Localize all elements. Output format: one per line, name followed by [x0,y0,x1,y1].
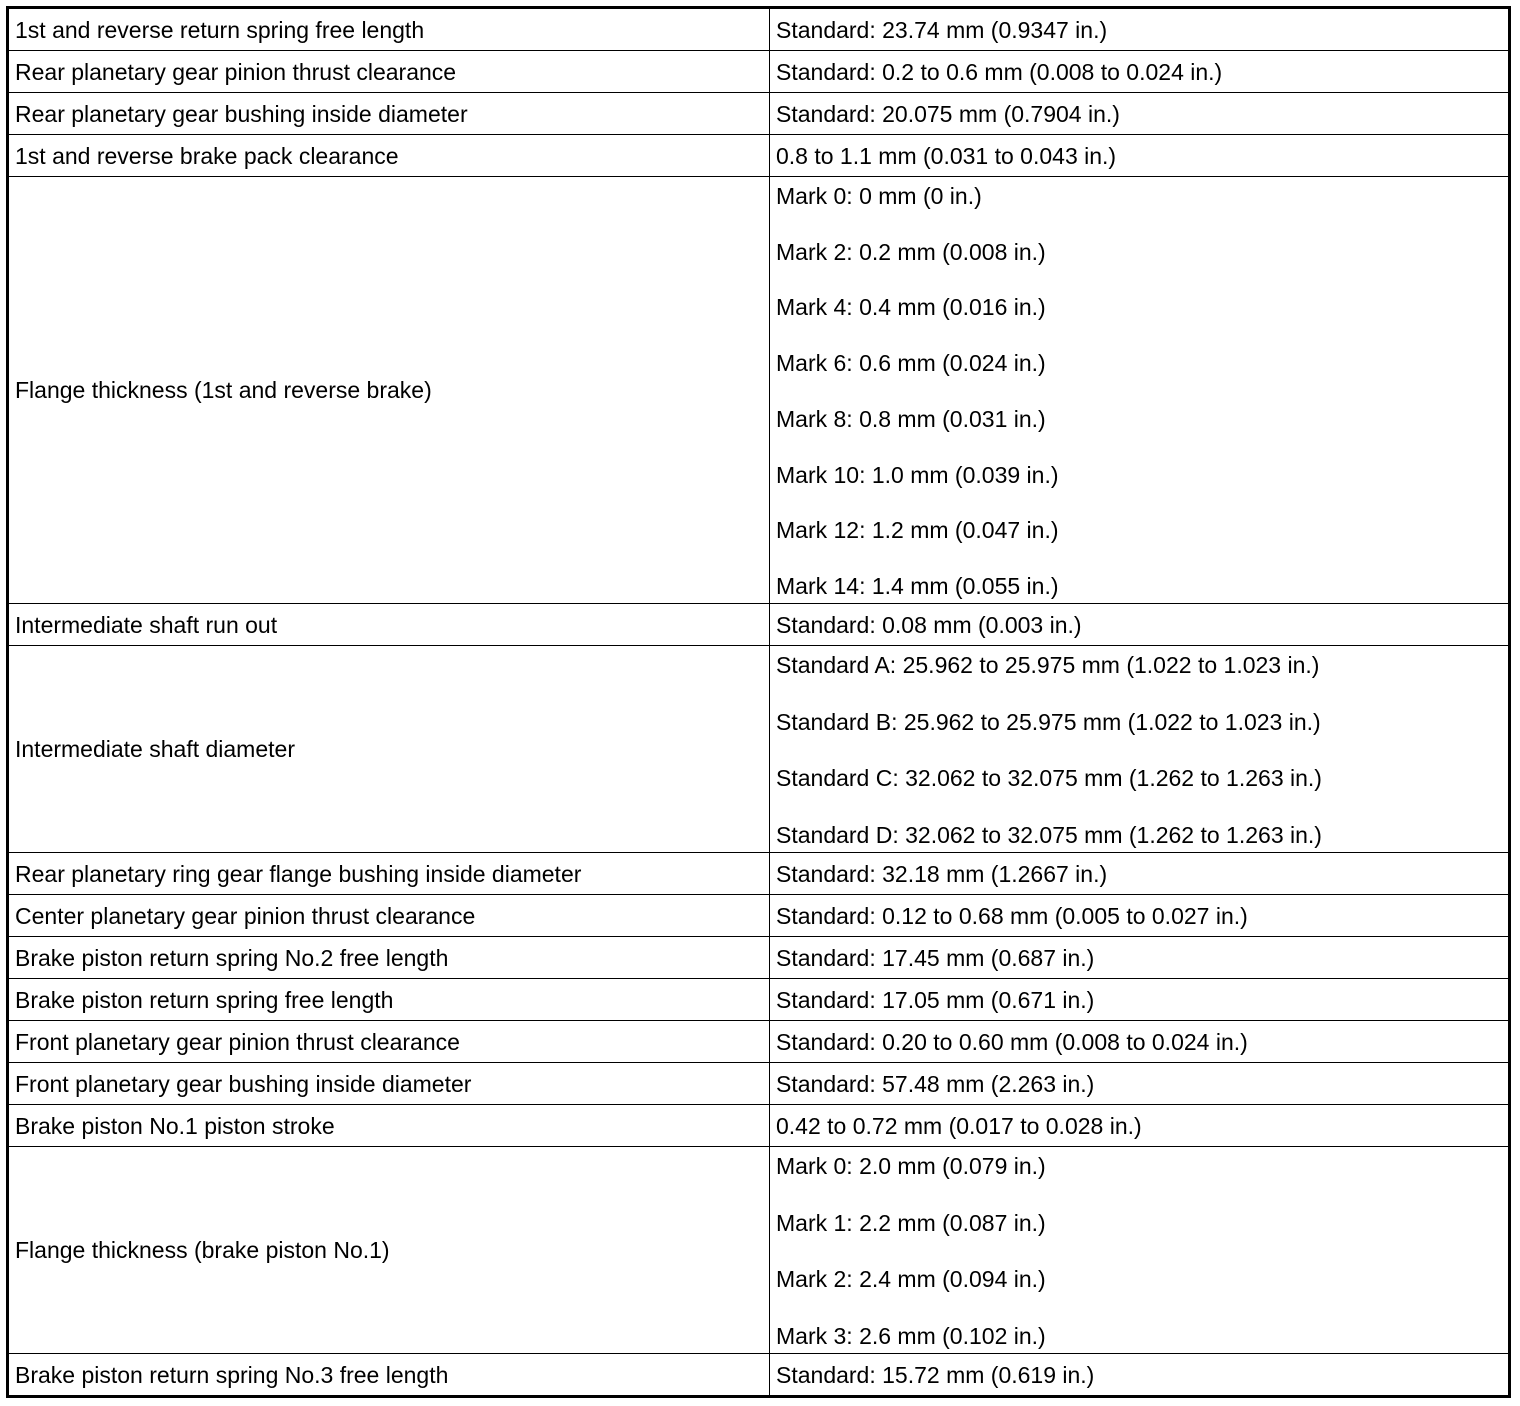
value-line: Mark 6: 0.6 mm (0.024 in.) [776,350,1046,377]
value-line: Mark 8: 0.8 mm (0.031 in.) [776,405,1046,432]
value-line: Mark 4: 0.4 mm (0.016 in.) [776,294,1046,321]
value-cell: Standard: 57.48 mm (2.263 in.) [770,1063,1510,1105]
value-cell: Standard: 17.45 mm (0.687 in.) [770,937,1510,979]
value-line: Mark 10: 1.0 mm (0.039 in.) [776,461,1059,488]
value-line: Mark 14: 1.4 mm (0.055 in.) [776,572,1059,599]
item-cell: Flange thickness (1st and reverse brake) [8,177,770,604]
item-cell: Intermediate shaft run out [8,604,770,646]
item-cell: Brake piston return spring free length [8,979,770,1021]
value-cell: Standard: 0.2 to 0.6 mm (0.008 to 0.024 in.) [770,51,1510,93]
value-line: Mark 1: 2.2 mm (0.087 in.) [776,1209,1046,1236]
value-cell: Standard: 0.20 to 0.60 mm (0.008 to 0.024 in.) [770,1021,1510,1063]
value-line: Mark 2: 2.4 mm (0.094 in.) [776,1266,1046,1293]
value-cell: Standard: 32.18 mm (1.2667 in.) [770,853,1510,895]
value-cell: Standard: 0.08 mm (0.003 in.) [770,604,1510,646]
table-row [8,646,1510,853]
value-cell: Standard: 15.72 mm (0.619 in.) [770,1354,1510,1397]
item-cell: Center planetary gear pinion thrust clearance [8,895,770,937]
value-cell: Standard: 0.12 to 0.68 mm (0.005 to 0.027 in.) [770,895,1510,937]
item-cell: 1st and reverse brake pack clearance [8,135,770,177]
table-row [8,604,1510,646]
value-cell: Standard: 20.075 mm (0.7904 in.) [770,93,1510,135]
table-row [8,135,1510,177]
item-cell: 1st and reverse return spring free length [8,8,770,51]
spec-table [6,6,1511,1398]
item-cell: Front planetary gear bushing inside diameter [8,1063,770,1105]
table-row [8,937,1510,979]
table-row [8,177,1510,604]
item-cell: Flange thickness (brake piston No.1) [8,1147,770,1354]
item-cell: Rear planetary gear bushing inside diameter [8,93,770,135]
item-cell: Rear planetary ring gear flange bushing inside diameter [8,853,770,895]
value-cell: Standard: 17.05 mm (0.671 in.) [770,979,1510,1021]
table-row [8,1063,1510,1105]
item-cell: Rear planetary gear pinion thrust clearance [8,51,770,93]
value-line: Standard A: 25.962 to 25.975 mm (1.022 to 1.023 in.) [776,652,1320,678]
value-line: Standard C: 32.062 to 32.075 mm (1.262 to 1.263 in.) [776,765,1322,792]
value-line: Standard D: 32.062 to 32.075 mm (1.262 to 1.263 in.) [776,821,1322,848]
item-cell: Brake piston return spring No.3 free length [8,1354,770,1397]
table-row [8,1147,1510,1354]
table-row [8,1354,1510,1397]
item-cell: Brake piston No.1 piston stroke [8,1105,770,1147]
value-line: Mark 2: 0.2 mm (0.008 in.) [776,238,1046,265]
value-line: Standard B: 25.962 to 25.975 mm (1.022 to 1.023 in.) [776,708,1321,735]
table-row [8,93,1510,135]
value-cell: 0.8 to 1.1 mm (0.031 to 0.043 in.) [770,135,1510,177]
item-cell: Front planetary gear pinion thrust clearance [8,1021,770,1063]
value-line: Mark 0: 2.0 mm (0.079 in.) [776,1153,1046,1179]
table-row [8,895,1510,937]
table-row [8,1105,1510,1147]
value-list [776,1147,1502,1353]
value-cell [770,1147,1510,1354]
table-row [8,51,1510,93]
value-cell [770,646,1510,853]
table-row [8,853,1510,895]
table-row [8,8,1510,51]
value-list [776,177,1502,603]
table-row [8,979,1510,1021]
value-cell [770,177,1510,604]
value-cell: Standard: 23.74 mm (0.9347 in.) [770,8,1510,51]
value-line: Mark 3: 2.6 mm (0.102 in.) [776,1322,1046,1349]
item-cell: Intermediate shaft diameter [8,646,770,853]
table-row [8,1021,1510,1063]
value-list [776,646,1502,852]
value-line: Mark 12: 1.2 mm (0.047 in.) [776,517,1059,544]
value-cell: 0.42 to 0.72 mm (0.017 to 0.028 in.) [770,1105,1510,1147]
item-cell: Brake piston return spring No.2 free length [8,937,770,979]
value-line: Mark 0: 0 mm (0 in.) [776,183,982,209]
